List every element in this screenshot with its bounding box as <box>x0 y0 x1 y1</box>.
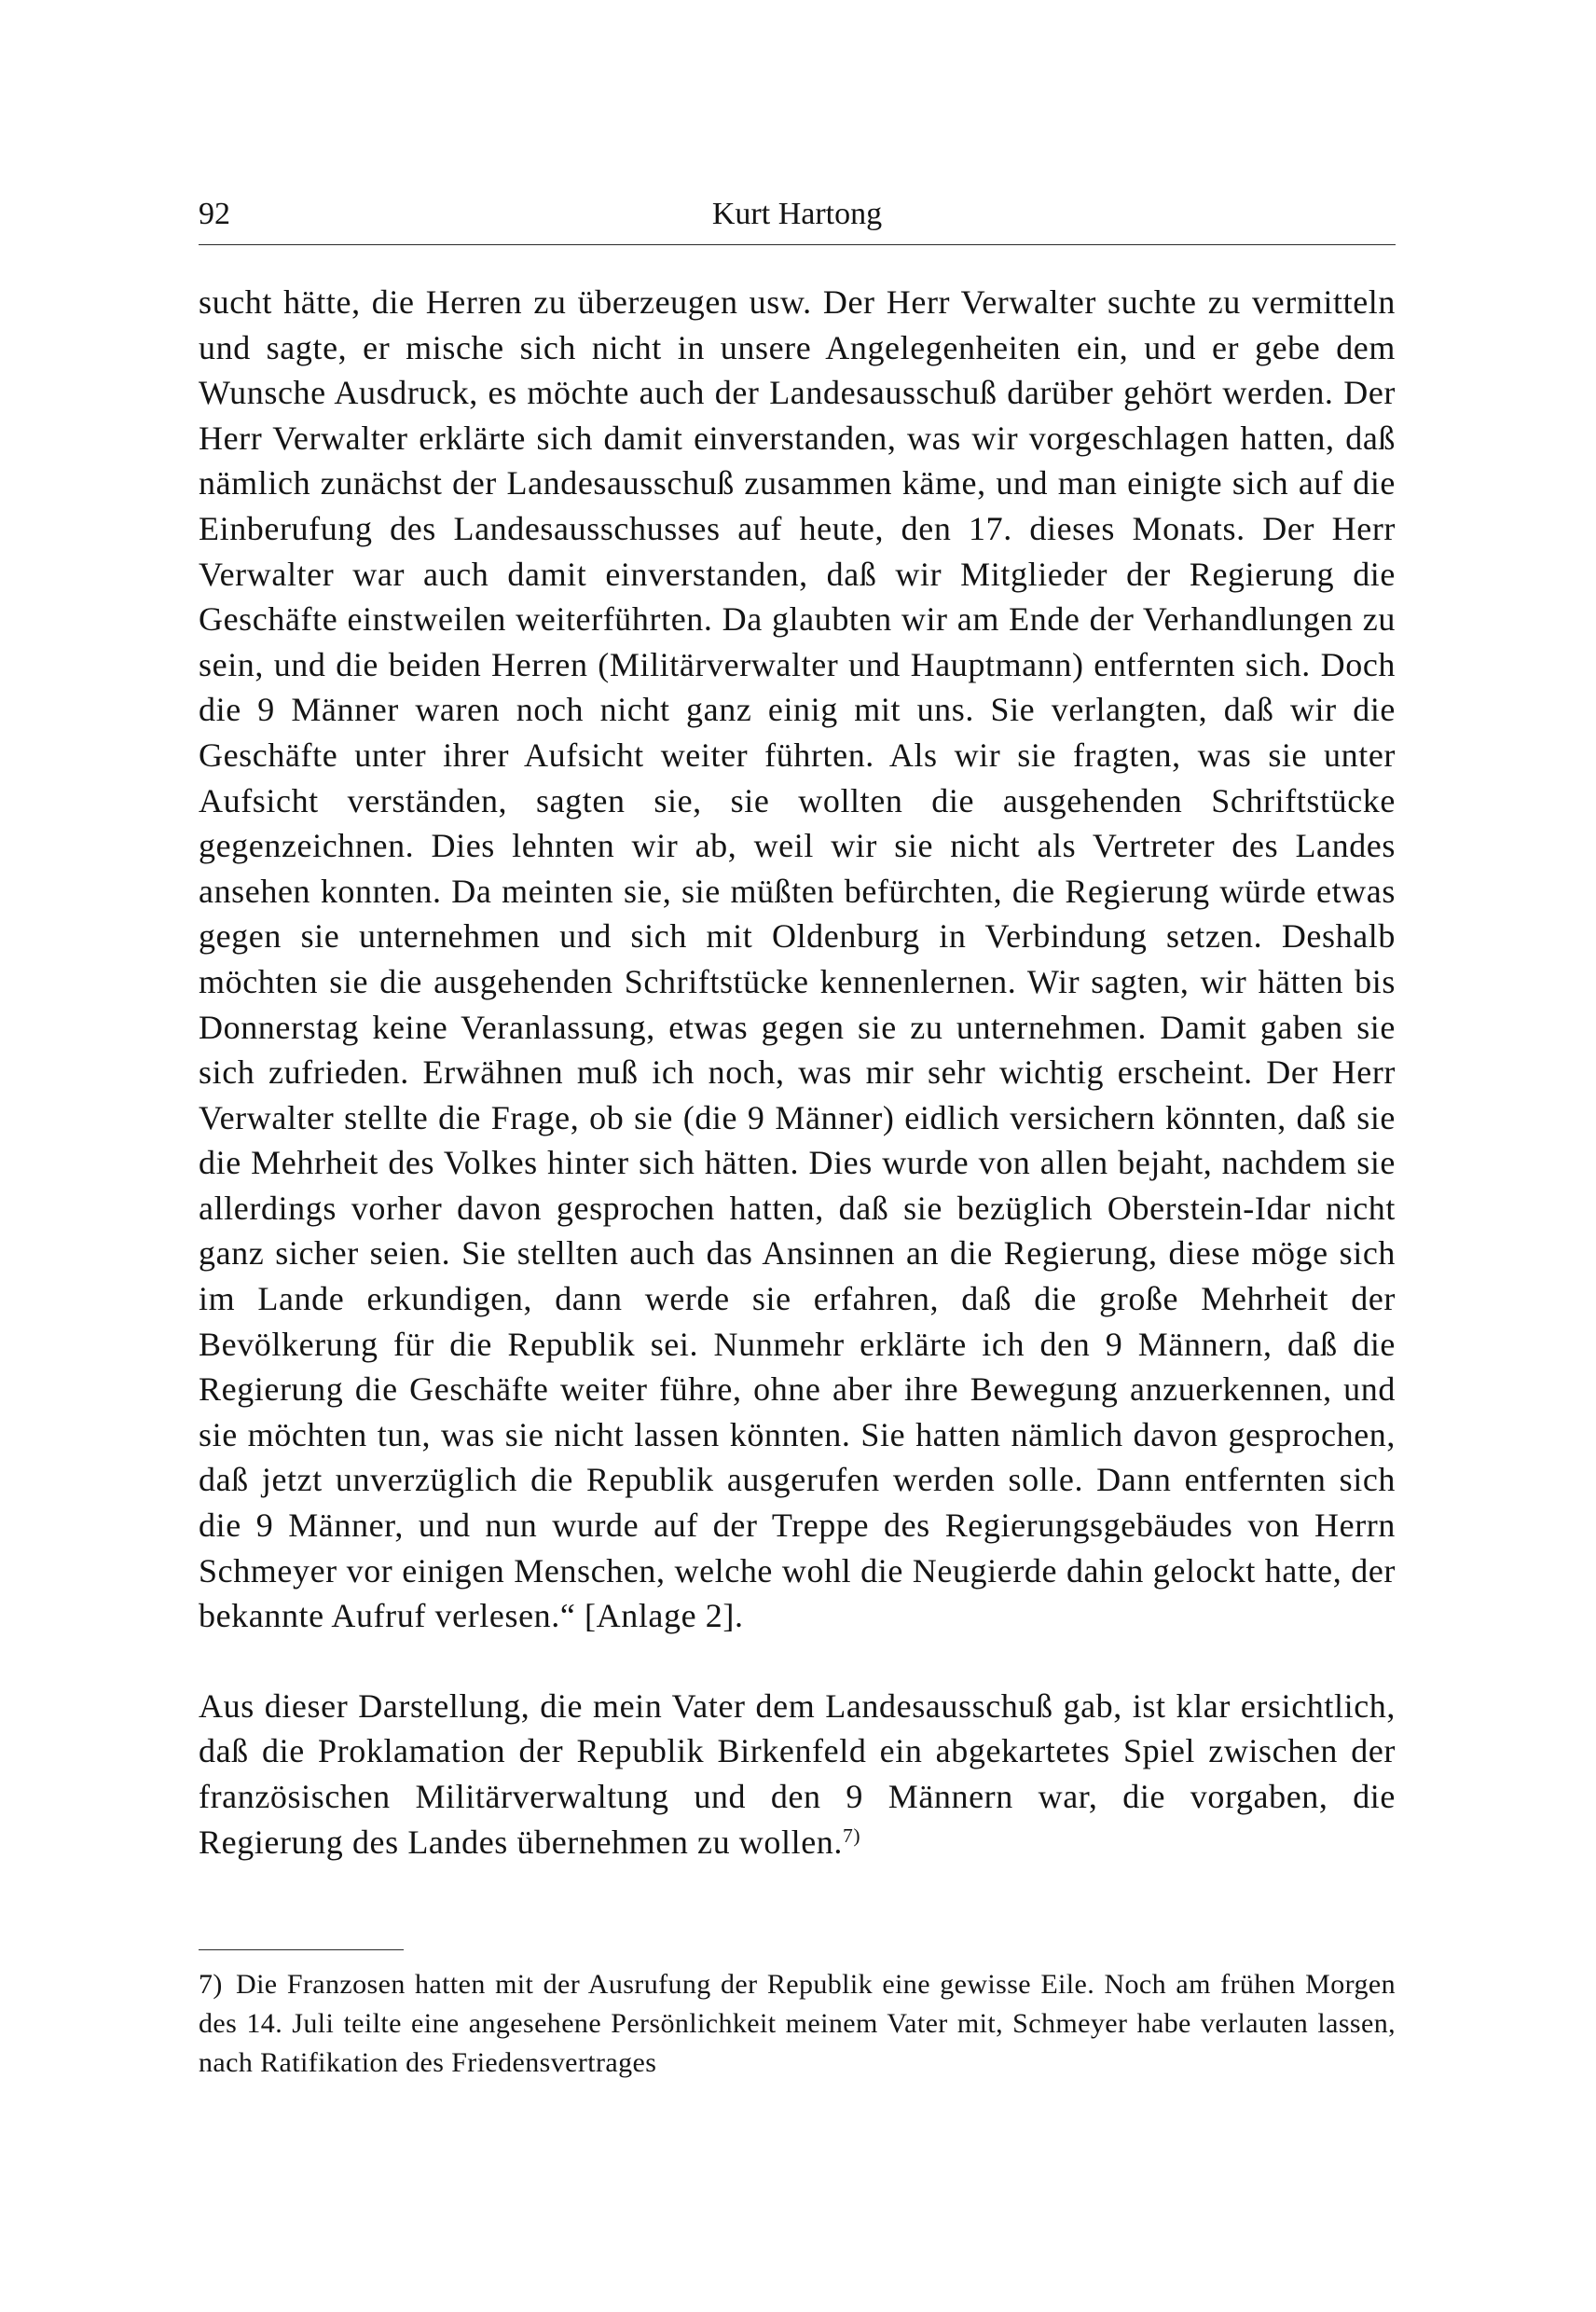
page-number: 92 <box>199 197 230 231</box>
body-paragraph-1-text: sucht hätte, die Herren zu überzeugen usw. Der Herr Verwalter suchte zu vermitteln und sagte, er mische sich nicht in unsere Angelegenheiten ein, und er gebe dem Wunsche Ausdruck, es möchte auch der Landesausschuß darüber gehört werden. Der Herr Verwalter erklärte sich damit einverstanden, was wir vorgeschlagen hatten, daß nämlich zunächst der Landesausschuß zusammen käme, und man einigte sich auf die Einberufung des Landesausschusses auf heute, den 17. dieses Monats. Der Herr Verwalter war auch damit einverstanden, daß wir Mitglieder der Regierung die Geschäfte einstweilen weiterführten. Da glaubten wir am Ende der Verhandlungen zu sein, und die beiden Herren (Militärverwalter und Hauptmann) entfernten sich. Doch die 9 Männer waren noch nicht ganz einig mit uns. Sie verlangten, daß wir die Geschäfte unter ihrer Aufsicht weiter führten. Als wir sie fragten, was sie unter Aufsicht verständen, sagten sie, sie wollten die ausgehenden Schriftstücke gegenzeichnen. Dies lehnten wir ab, weil wir sie nicht als Vertreter des Landes ansehen konnten. Da meinten sie, sie müßten befürchten, die Regierung würde etwas gegen sie unternehmen und sich mit Oldenburg in Verbindung setzen. Deshalb möchten sie die ausgehenden Schriftstücke kennenlernen. Wir sagten, wir hätten bis Donnerstag keine Veranlassung, etwas gegen sie zu unternehmen. Damit gaben sie sich zufrieden. Erwähnen muß ich noch, was mir sehr wichtig erscheint. Der Herr Verwalter stellte die Frage, ob sie (die 9 Männer) eidlich versichern könnten, daß sie die Mehrheit des Volkes hinter sich hätten. Dies wurde von allen bejaht, nachdem sie allerdings vorher davon gesprochen hatten, daß sie bezüglich Oberstein-Idar nicht ganz sicher seien. Sie stellten auch das Ansinnen an die Regierung, diese möge sich im Lande erkundigen, dann werde sie erfahren, daß die große Mehrheit der Bevölkerung für die Republik sei. Nunmehr erklärte ich den 9 Männern, daß die Regierung die Geschäfte weiter führe, ohne aber ihre Bewegung anzuerkennen, und sie möchten tun, was sie nicht lassen könnten. Sie hatten nämlich davon gesprochen, daß jetzt unverzüglich die Republik ausgerufen werden solle. Dann entfernten sich die 9 Männer, und nun wurde auf der Treppe des Regierungsgebäudes von Herrn Schmeyer vor einigen Menschen, welche wohl die Neugierde dahin gelockt hatte, der bekannte Aufruf verlesen.“ [Anlage 2]. <box>199 283 1396 1635</box>
body-text <box>199 280 1396 1865</box>
footnote-text: Die Franzosen hatten mit der Ausrufung der Republik eine gewisse Eile. Noch am frühen Morgen des 14. Juli teilte eine angesehene Persönlichkeit meinem Vater mit, Schmeyer habe verlauten lassen, nach Ratifikation des Friedensvertrages <box>199 1969 1396 2078</box>
paragraph-gap <box>199 1639 1396 1684</box>
body-paragraph-2-text: Aus dieser Darstellung, die mein Vater dem Landesausschuß gab, ist klar ersichtlich, daß die Proklamation der Republik Birkenfeld ein abgekartetes Spiel zwischen der französischen Militärverwaltung und den 9 Männern war, die vorgaben, die Regierung des Landes übernehmen zu wollen. <box>199 1686 1396 1861</box>
footnote-rule <box>199 1949 404 1950</box>
body-paragraph-2 <box>199 1684 1396 1865</box>
header-rule <box>199 244 1396 245</box>
footnote <box>199 1965 1396 2083</box>
footnote-marker: 7) <box>199 1969 223 2000</box>
running-head <box>199 191 1396 238</box>
header-author: Kurt Hartong <box>711 197 883 231</box>
footnote-reference[interactable]: 7) <box>843 1823 861 1847</box>
body-paragraph-1 <box>199 280 1396 1639</box>
